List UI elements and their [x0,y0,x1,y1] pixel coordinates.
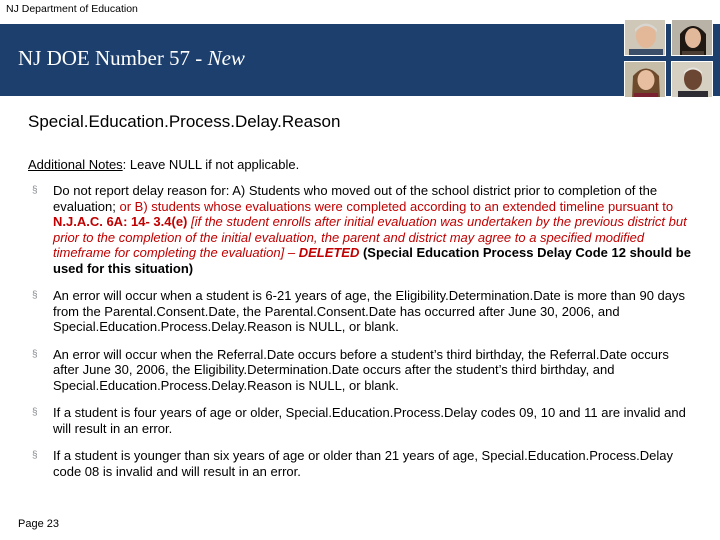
bullet-marker-icon: § [32,185,38,196]
list-item [28,288,698,335]
bullet-2-text: An error will occur when a student is 6-21 years of age, the Eligibility.Determination.Date is more than 90 days from the Parental.Consent.Date, the Parental.Consent.Date has occurred after June 30, 2006, and Special.Education.Process.Delay.Reason is NULL, or blank. [53,288,686,334]
slide-title-main: NJ DOE Number 57 - [18,46,208,70]
photo-woman-brown-hair-icon [624,61,666,98]
page-number: Page 23 [18,518,59,530]
bullet-3-text: An error will occur when the Referral.Date occurs before a student’s third birthday, the Referral.Date occurs after June 30, 2006, the Eligibility.Determination.Date occurs after the student’s third birthday, and Special.Education.Process.Delay.Reason is NULL, or blank. [53,346,669,393]
staff-photos [624,19,716,99]
title-banner [0,24,720,96]
photo-man-older-icon [671,61,713,98]
bullet-marker-icon: § [32,290,38,301]
list-item [28,448,698,479]
rules-list [28,183,698,479]
photo-woman-dark-hair-icon [671,19,713,56]
org-label: NJ Department of Education [6,3,138,15]
bullet-1-text-c: [if the student enrolls after initial evaluation was undertaken by the previous district but prior to the completion of the initial evaluation, the parent and district may agree to a specified modified timeframe for completing the evaluation] – [53,214,687,260]
bullet-1-citation: N.J.A.C. 6A: 14- 3.4(e) [53,214,188,229]
bullet-marker-icon: § [32,450,38,461]
bullet-4-text: If a student is four years of age or older, Special.Education.Process.Delay codes 09, 10 and 11 are invalid and will result in an error. [53,405,686,436]
bullet-marker-icon: § [32,348,38,360]
bullet-5-text: If a student is younger than six years of age or older than 21 years of age, Special.Education.Process.Delay code 08 is invalid and will result in an error. [53,448,674,479]
bullet-marker-icon: § [32,407,38,418]
photo-man-grey-hair-icon [624,19,666,56]
bullet-1-text-b: or B) students whose evaluations were completed according to an extended timeline pursuant to [119,198,674,214]
bullet-1-text-a: Do not report delay reason for: A) Students who moved out of the school district prior to completion of the evaluation; [53,183,658,214]
additional-notes [28,157,299,172]
notes-label: Additional Notes [28,157,123,172]
field-heading: Special.Education.Process.Delay.Reason [28,112,341,131]
bullet-1-deleted: DELETED [298,245,360,260]
list-item [28,347,698,394]
bullet-1-text-d: (Special Education Process Delay Code 12 should be used for this situation) [53,245,691,276]
slide-title [18,46,245,71]
list-item [28,405,698,436]
list-item [28,183,698,276]
notes-text: : Leave NULL if not applicable. [122,157,300,172]
slide-title-italic: New [207,46,245,70]
